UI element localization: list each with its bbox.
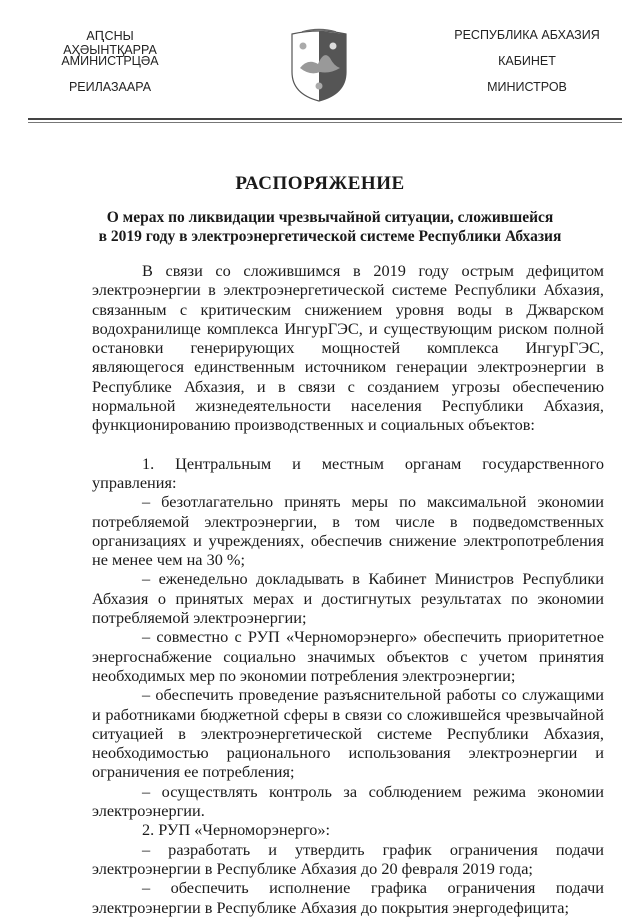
preamble-paragraph: В связи со сложившимся в 2019 году острым дефицитом электроэнергии в электроэнергетической системе Республики Абхазия, связанным с критическим снижением уровня воды в Джварском водохранилище комплекса ИнгурГЭС, и существующим риском полной остановки генерирующих мощностей комплекса ИнгурГЭС, являющегося единственным источником генерации электроэнергии в Республике Абхазия, и в связи с созданием угрозы обеспечению нормальной жизнедеятельности населения Республики Абхазия, функционированию производственных и социальных объектов: (92, 261, 604, 435)
header-left-line-1: АԤСНЫ АҲӘЫНТҚАРРА (63, 29, 157, 57)
document-title: РАСПОРЯЖЕНИЕ (235, 173, 405, 194)
header-divider-thin (28, 122, 622, 123)
header-left-line-2: АМИНИСТРЦӘА (61, 54, 159, 68)
coat-of-arms-icon (290, 28, 348, 102)
header-divider (28, 118, 622, 120)
header-right-line-1: РЕСПУБЛИКА АБХАЗИЯ (454, 28, 600, 42)
item-1-heading: 1. Центральным и местным органам государственного управления: (92, 453, 604, 492)
item-1-bullet-1: – безотлагательно принять меры по максимальной экономии потребляемой электроэнергии, в том числе в подведомственных организациях и учреждениях, обеспечив снижение электропотребления не менее чем на 30 %; (92, 492, 604, 570)
subtitle-line-2: в 2019 году в электроэнергетической системе Республики Абхазия (98, 228, 562, 245)
header-right-line-2: КАБИНЕТ (498, 54, 556, 68)
document-body (92, 261, 604, 917)
item-2-heading: 2. РУП «Черноморэнерго»: (142, 820, 331, 840)
header-right (452, 28, 602, 108)
item-1-bullet-5: – осуществлять контроль за соблюдением режима экономии электроэнергии. (92, 781, 604, 821)
subtitle-line-1: О мерах по ликвидации чрезвычайной ситуации, сложившейся (106, 209, 554, 226)
header-left-line-3: РЕИЛАЗААРА (68, 80, 152, 94)
item-2-bullet-2: – обеспечить исполнение графика ограничения подачи электроэнергии в Республике Абхазия до покрытия энергодефицита; (92, 878, 604, 917)
item-1-bullet-3: – совместно с РУП «Черноморэнерго» обеспечить приоритетное энергоснабжение социально значимых объектов с учетом принятия необходимых мер по экономии потребления электроэнергии; (92, 627, 604, 685)
item-1-bullet-2: – еженедельно докладывать в Кабинет Министров Республики Абхазия о принятых мерах и достигнутых результатах по экономии потребляемой электроэнергии; (92, 569, 604, 628)
header-right-line-3: МИНИСТРОВ (487, 80, 567, 94)
item-1-bullet-4: – обеспечить проведение разъяснительной работы со служащими и работниками бюджетной сферы в связи со сложившейся чрезвычайной ситуацией в электроэнергетической системе Республики Абхазия, необходимостью рационального использования электроэнергии и ограничения ее потребления; (92, 685, 604, 782)
document-subtitle (70, 208, 590, 246)
item-2-bullet-1: – разработать и утвердить график ограничения подачи электроэнергии в Республике Абхазия до 20 февраля 2019 года; (92, 839, 604, 878)
header-left (40, 28, 180, 108)
